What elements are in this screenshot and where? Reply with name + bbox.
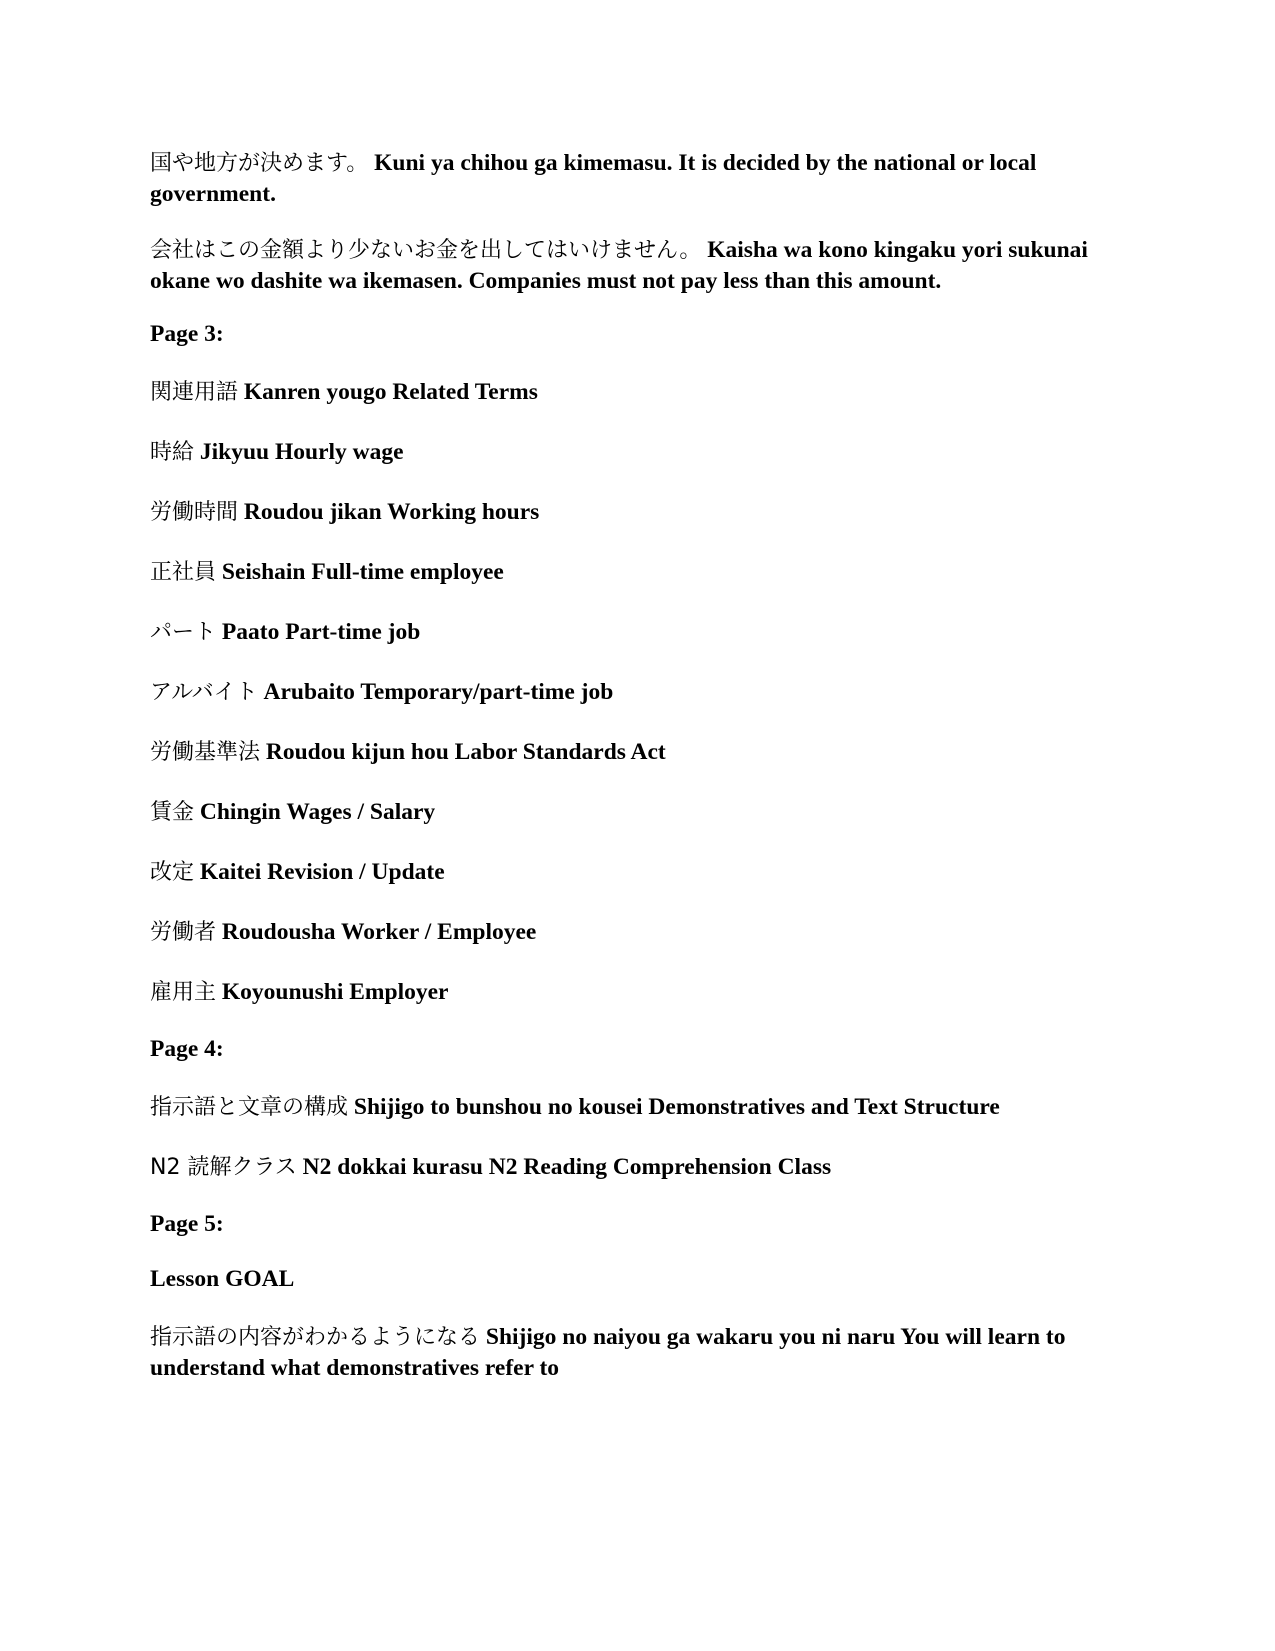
japanese-text: 賃金 — [150, 800, 195, 825]
japanese-text: 改定 — [150, 860, 195, 885]
romaji-english-text: Shijigo no naiyou ga wakaru you ni naru You will learn to understand what demonstratives refer to — [150, 1324, 1066, 1381]
romaji-english-text: Kuni ya chihou ga kimemasu. It is decided by the national or local government. — [150, 150, 1037, 207]
term-revision — [150, 857, 445, 888]
term-labor-standards-act — [150, 737, 666, 768]
term-arubaito — [150, 677, 613, 708]
japanese-text: パート — [150, 620, 217, 645]
paragraph-national-local — [150, 148, 1140, 210]
romaji-english-text: Shijigo to bunshou no kousei Demonstratives and Text Structure — [353, 1094, 1000, 1120]
romaji-english-text: Roudousha Worker / Employee — [221, 919, 537, 945]
japanese-text: 労働時間 — [150, 500, 239, 525]
lesson-goal-heading — [150, 1264, 294, 1295]
japanese-text: アルバイト — [150, 680, 258, 705]
lesson-goal-text — [150, 1322, 1140, 1384]
term-related-terms — [150, 377, 538, 408]
romaji-english-text: Kaisha wa kono kingaku yori sukunai okane wo dashite wa ikemasen. Companies must not pay less than this amount. — [150, 237, 1088, 294]
page-heading-5 — [150, 1209, 224, 1240]
heading-text: Lesson GOAL — [150, 1266, 295, 1292]
romaji-english-text: Chingin Wages / Salary — [199, 799, 436, 825]
term-wages — [150, 797, 435, 828]
japanese-text: 正社員 — [150, 560, 217, 585]
paragraph-companies-pay — [150, 235, 1140, 297]
romaji-english-text: Seishain Full-time employee — [221, 559, 504, 585]
heading-text: Page 5: — [150, 1211, 224, 1237]
romaji-english-text: Arubaito Temporary/part-time job — [263, 679, 614, 705]
heading-text: Page 4: — [150, 1036, 224, 1062]
romaji-english-text: Koyounushi Employer — [221, 979, 449, 1005]
japanese-text: 指示語と文章の構成 — [150, 1095, 349, 1120]
romaji-english-text: Roudou jikan Working hours — [243, 499, 540, 525]
term-part-time-job — [150, 617, 420, 648]
page-heading-4 — [150, 1034, 224, 1065]
term-employer — [150, 977, 448, 1008]
romaji-english-text: Kaitei Revision / Update — [199, 859, 445, 885]
japanese-text: 雇用主 — [150, 980, 217, 1005]
japanese-text: 国や地方が決めます。 — [150, 151, 369, 176]
romaji-english-text: Roudou kijun hou Labor Standards Act — [265, 739, 666, 765]
japanese-text: 指示語の内容がわかるようになる — [150, 1325, 481, 1350]
heading-text: Page 3: — [150, 321, 224, 347]
term-full-time-employee — [150, 557, 504, 588]
japanese-text: 労働者 — [150, 920, 217, 945]
romaji-english-text: Kanren yougo Related Terms — [243, 379, 538, 405]
term-working-hours — [150, 497, 539, 528]
japanese-text: 時給 — [150, 440, 195, 465]
japanese-text: 関連用語 — [150, 380, 239, 405]
romaji-english-text: Paato Part-time job — [221, 619, 421, 645]
title-demonstratives — [150, 1092, 1000, 1123]
term-hourly-wage — [150, 437, 404, 468]
japanese-text: N2 読解クラス — [150, 1155, 297, 1180]
japanese-text: 会社はこの金額より少ないお金を出してはいけません。 — [150, 238, 702, 263]
romaji-english-text: N2 dokkai kurasu N2 Reading Comprehension Class — [302, 1154, 832, 1180]
title-reading-class — [150, 1152, 831, 1183]
japanese-text: 労働基準法 — [150, 740, 261, 765]
page-heading-3 — [150, 319, 224, 350]
term-worker — [150, 917, 536, 948]
romaji-english-text: Jikyuu Hourly wage — [199, 439, 404, 465]
